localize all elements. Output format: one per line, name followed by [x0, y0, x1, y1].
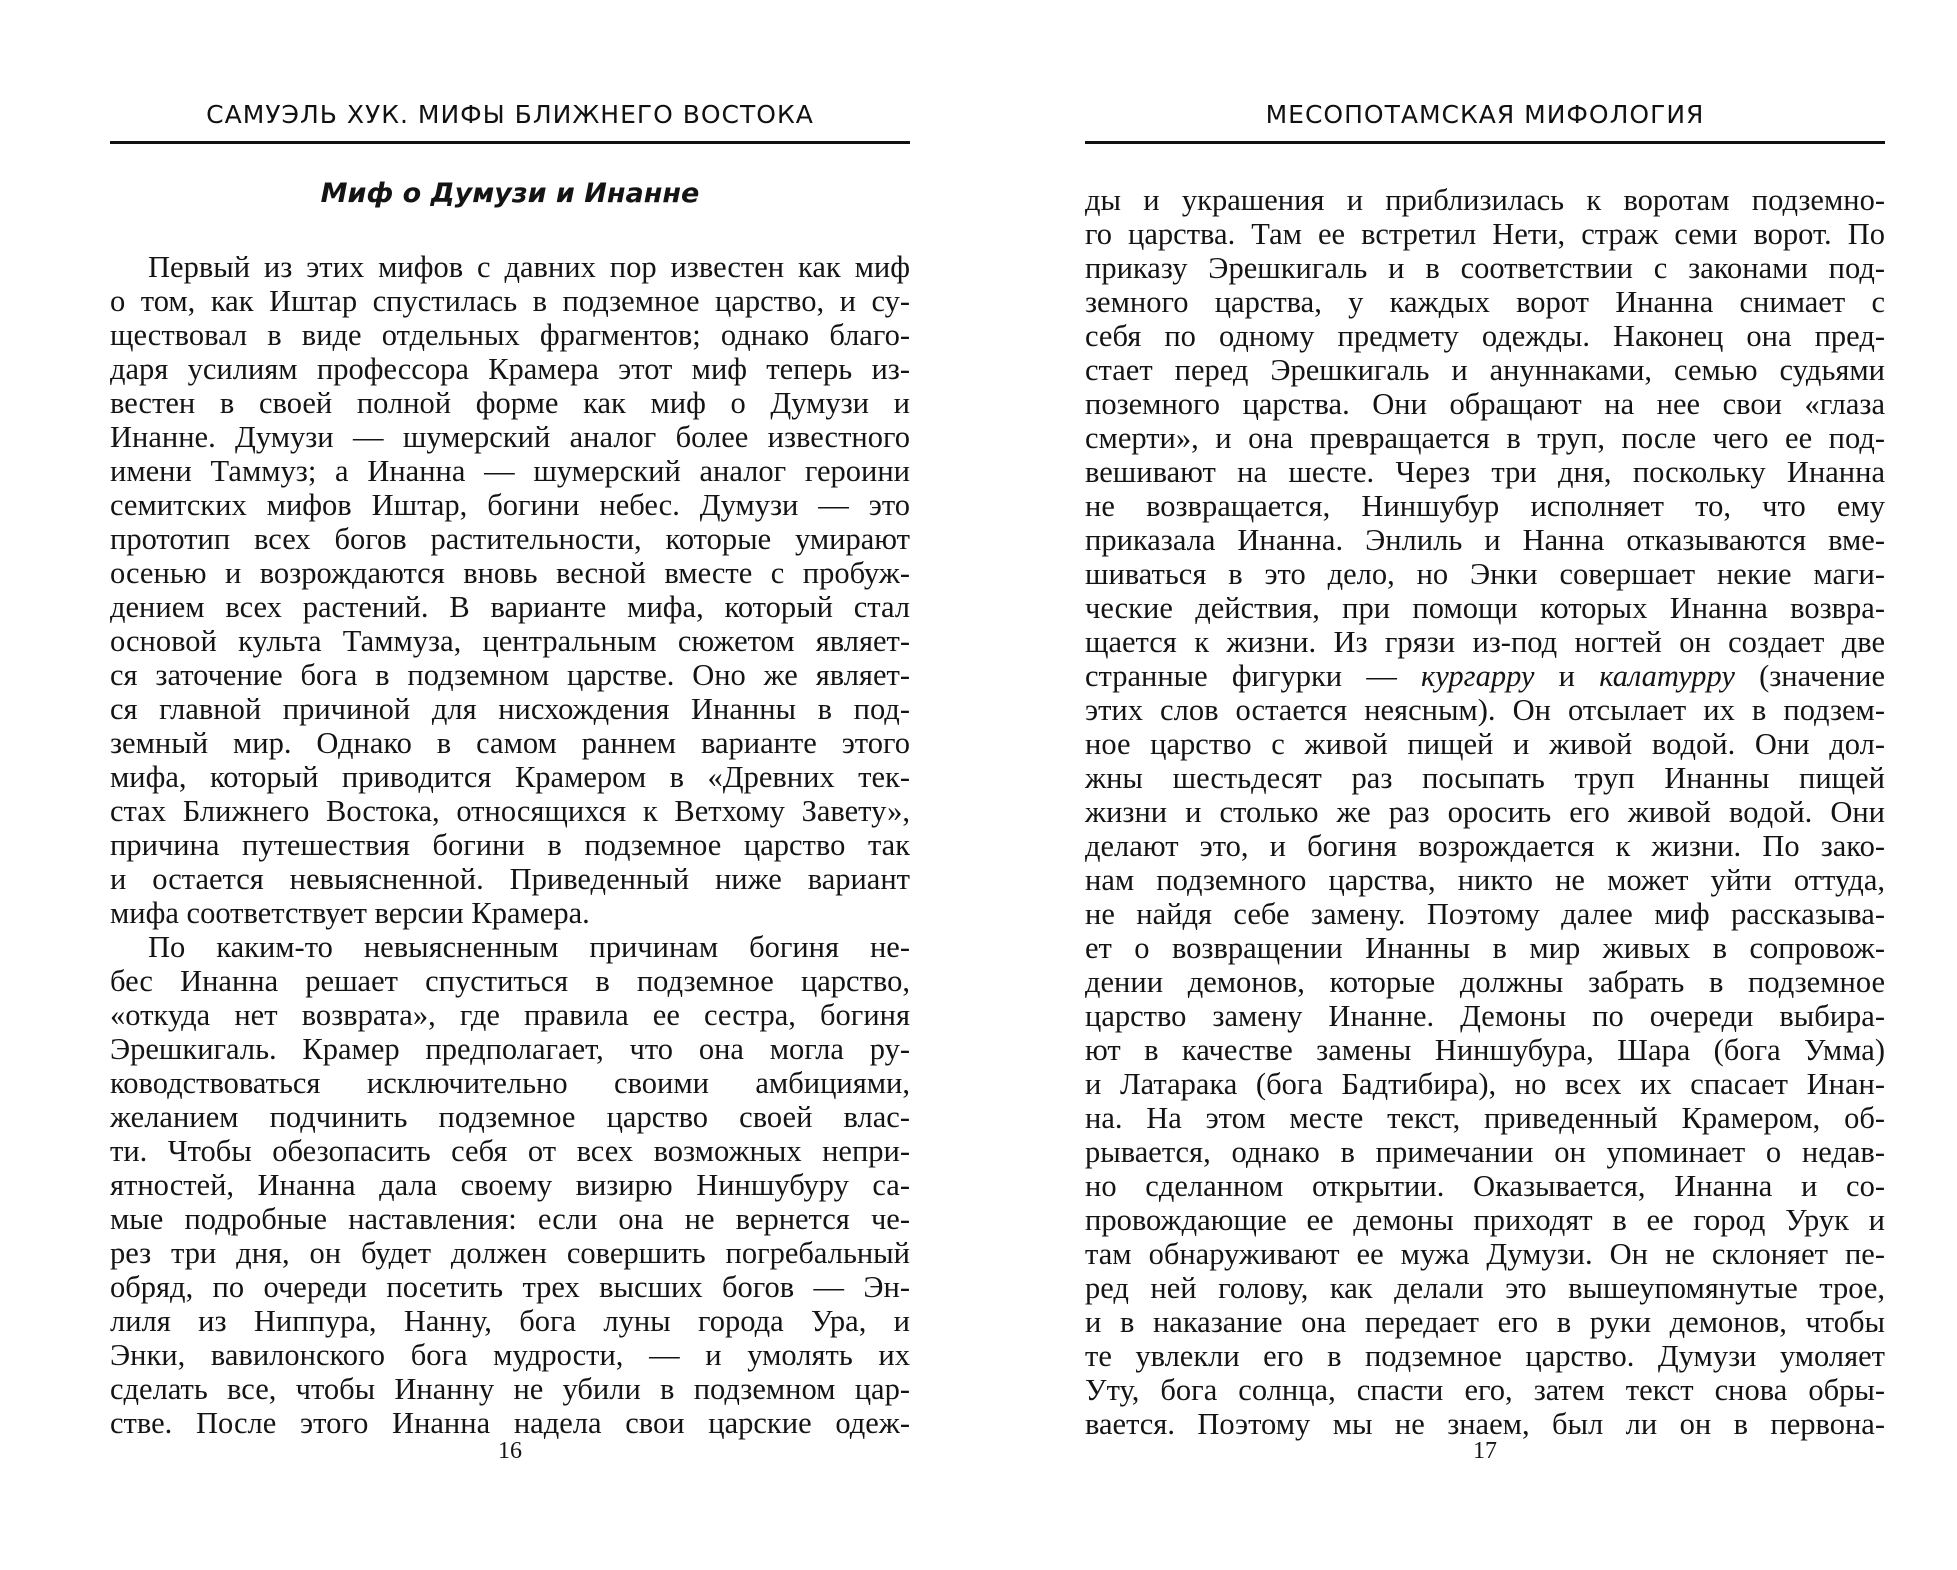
text-line: бес Инанна решает спуститься в подземное царство, [110, 964, 910, 998]
text-line: не найдя себе замену. Поэтому далее миф рассказыва- [1085, 897, 1885, 931]
text-line: семитских мифов Иштар, богини небес. Думузи — это [110, 488, 910, 522]
text-line: делают это, и богиня возрождается к жизни. По зако- [1085, 829, 1885, 863]
text-line: стве. После этого Инанна надела свои царские одеж- [110, 1406, 910, 1440]
text-line: вестен в своей полной форме как миф о Думузи и [110, 386, 910, 420]
text-line: обряд, по очереди посетить трех высших богов — Эн- [110, 1270, 910, 1304]
running-head: САМУЭЛЬ ХУК. МИФЫ БЛИЖНЕГО ВОСТОКА [206, 100, 814, 129]
text-line: смерти», и она превращается в труп, после чего ее под- [1085, 421, 1885, 455]
text-line: ти. Чтобы обезопасить себя от всех возможных непри- [110, 1134, 910, 1168]
term-kalaturru: калатурру [1599, 659, 1735, 693]
text-line: жны шестьдесят раз посыпать труп Инанны пищей [1085, 761, 1885, 795]
text-line: ществовал в виде отдельных фрагментов; однако благо- [110, 318, 910, 352]
text-line: го царства. Там ее встретил Нети, страж семи ворот. По [1085, 217, 1885, 251]
text-line: причина путешествия богини в подземное царство так [110, 828, 910, 862]
text-line: ное царство с живой пищей и живой водой. Они дол- [1085, 727, 1885, 761]
text-line: о том, как Иштар спустилась в подземное царство, и су- [110, 284, 910, 318]
text-line: лиля из Ниппура, Нанну, бога луны города Ура, и [110, 1304, 910, 1338]
text-line: дением всех растений. В варианте мифа, который стал [110, 590, 910, 624]
text-line: рывается, однако в примечании он упоминает о недав- [1085, 1135, 1885, 1169]
text-line: мифа, который приводится Крамером в «Древних тек- [110, 760, 910, 794]
text-line: жизни и столько же раз оросить его живой водой. Они [1085, 795, 1885, 829]
header-rule [1085, 141, 1885, 144]
text-line: Инанне. Думузи — шумерский аналог более известного [110, 420, 910, 454]
text-line: приказу Эрешкигаль и в соответствии с законами под- [1085, 251, 1885, 285]
text-line: дении демонов, которые должны забрать в подземное [1085, 965, 1885, 999]
text-line: «откуда нет возврата», где правила ее сестра, богиня [110, 998, 910, 1032]
text-line: осенью и возрождаются вновь весной вместе с пробуж- [110, 556, 910, 590]
text-line: и в наказание она передает его в руки демонов, чтобы [1085, 1305, 1885, 1339]
page-number: 16 [498, 1438, 522, 1464]
text-line: сделать все, чтобы Инанну не убили в подземном цар- [110, 1372, 910, 1406]
text-line: но сделанном открытии. Оказывается, Инанна и со- [1085, 1169, 1885, 1203]
text-line: ет о возвращении Инанны в мир живых в сопровож- [1085, 931, 1885, 965]
text-line: там обнаруживают ее мужа Думузи. Он не склоняет пе- [1085, 1237, 1885, 1271]
text-line: щается к жизни. Из грязи из-под ногтей он создает две [1085, 625, 1885, 659]
text-line: Уту, бога солнца, спасти его, затем текст снова обры- [1085, 1373, 1885, 1407]
text-line: царство замену Инанне. Демоны по очереди выбира- [1085, 999, 1885, 1033]
text-line: По каким-то невыясненным причинам богиня не- [148, 930, 910, 964]
text-line: прототип всех богов растительности, которые умирают [110, 522, 910, 556]
text-line: шиваться в это дело, но Энки совершает некие маги- [1085, 557, 1885, 591]
text-line: приказала Инанна. Энлиль и Нанна отказываются вме- [1085, 523, 1885, 557]
text-line: основой культа Таммуза, центральным сюжетом являет- [110, 624, 910, 658]
text-line: вается. Поэтому мы не знаем, был ли он в первона- [1085, 1407, 1885, 1441]
text-line: нам подземного царства, никто не может уйти оттуда, [1085, 863, 1885, 897]
text-line: Эрешкигаль. Крамер предполагает, что она могла ру- [110, 1032, 910, 1066]
text-line: себя по одному предмету одежды. Наконец она пред- [1085, 319, 1885, 353]
text-line: вешивают на шесте. Через три дня, поскольку Инанна [1085, 455, 1885, 489]
text-line: провождающие ее демоны приходят в ее город Урук и [1085, 1203, 1885, 1237]
running-head: МЕСОПОТАМСКАЯ МИФОЛОГИЯ [1265, 100, 1705, 129]
text-line: ческие действия, при помощи которых Инанна возвра- [1085, 591, 1885, 625]
text-line: не возвращается, Ниншубур исполняет то, что ему [1085, 489, 1885, 523]
text-line: даря усилиям профессора Крамера этот миф теперь из- [110, 352, 910, 386]
text-line: поземного царства. Они обращают на нее свои «глаза [1085, 387, 1885, 421]
text-line: мые подробные наставления: если она не вернется че- [110, 1202, 910, 1236]
text-line: этих слов остается неясным). Он отсылает их в подзем- [1085, 693, 1885, 727]
text-line: Первый из этих мифов с давних пор известен как миф [148, 250, 910, 284]
text-line: ред ней голову, как делали это вышеупомянутые трое, [1085, 1271, 1885, 1305]
text-line: Энки, вавилонского бога мудрости, — и умолять их [110, 1338, 910, 1372]
text-line: ют в качестве замены Ниншубура, Шара (бога Умма) [1085, 1033, 1885, 1067]
text-line: ятностей, Инанна дала своему визирю Ниншубуру са- [110, 1168, 910, 1202]
text-line: и остается невыясненной. Приведенный ниже вариант [110, 862, 910, 896]
text-line: имени Таммуз; а Инанна — шумерский аналог героини [110, 454, 910, 488]
page-number: 17 [1473, 1438, 1497, 1464]
text-line: ся главной причиной для нисхождения Инанны в под- [110, 692, 910, 726]
line-segment: странные фигурки — [1085, 659, 1422, 693]
text-line: мифа соответствует версии Крамера. [110, 896, 590, 930]
text-line: на. На этом месте текст, приведенный Крамером, об- [1085, 1101, 1885, 1135]
text-line: земный мир. Однако в самом раннем варианте этого [110, 726, 910, 760]
text-line: стах Ближнего Востока, относящихся к Ветхому Завету», [110, 794, 910, 828]
text-line: рез три дня, он будет должен совершить погребальный [110, 1236, 910, 1270]
term-kurgarru: кургарру [1421, 659, 1535, 693]
header-rule [110, 141, 910, 144]
text-line: и Латарака (бога Бадтибира), но всех их спасает Инан- [1085, 1067, 1885, 1101]
text-line: те увлекли его в подземное царство. Думузи умоляет [1085, 1339, 1885, 1373]
line-segment: (значение [1734, 659, 1886, 693]
text-line: ды и украшения и приблизилась к воротам подземно- [1085, 183, 1885, 217]
line-segment: и [1534, 659, 1600, 693]
text-line: стает перед Эрешкигаль и ануннаками, семью судьями [1085, 353, 1885, 387]
text-line: ся заточение бога в подземном царстве. Оно же являет- [110, 658, 910, 692]
text-line: желанием подчинить подземное царство своей влас- [110, 1100, 910, 1134]
chapter-title: Миф о Думузи и Инанне [320, 178, 700, 209]
text-line: земного царства, у каждых ворот Инанна снимает с [1085, 285, 1885, 319]
text-line: ководствоваться исключительно своими амбициями, [110, 1066, 910, 1100]
